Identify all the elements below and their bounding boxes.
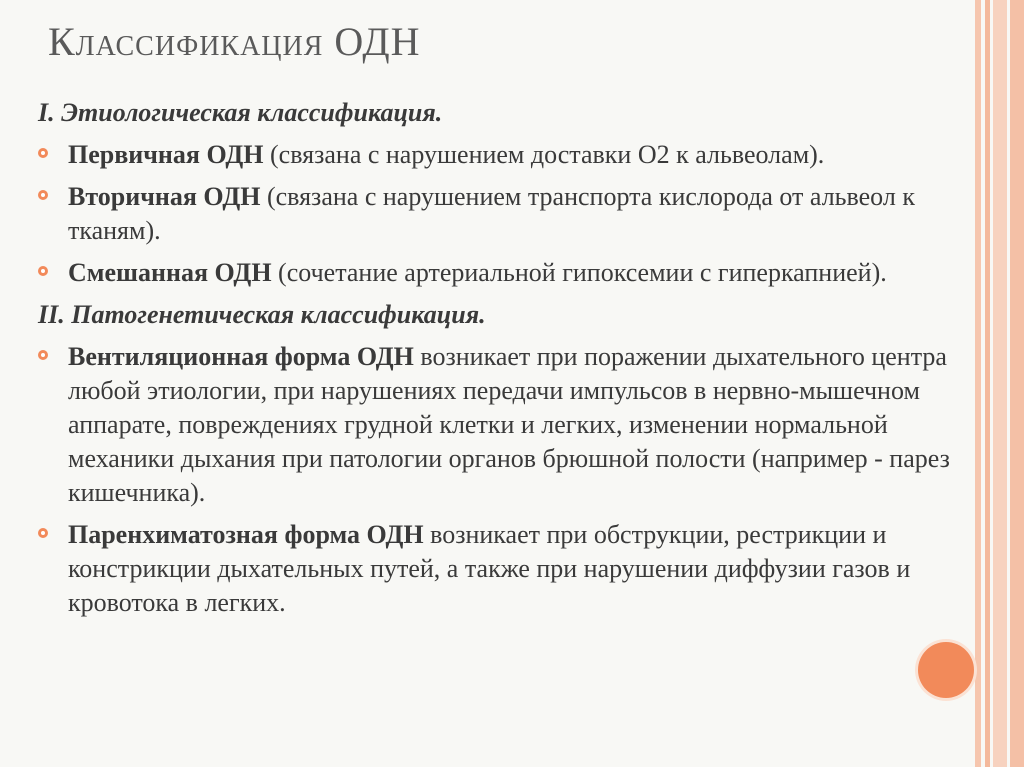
item-text: (связана с нарушением транспорта кислорода от альвеол к тканям). [68,182,915,245]
item-text: (сочетание артериальной гипоксемии с гиперкапнией). [271,258,887,287]
item-text: возникает при поражении дыхательного центра любой этиологии, при нарушениях передачи импульсов в нервно-мышечном аппарате, повреждениях грудной клетки и легких, изменении нормальной механики дыхания при патологии органов брюшной полости (например - парез кишечника). [68,342,950,507]
slide-title: Классификация ОДН [48,19,421,64]
list-item [38,138,968,172]
ring-bullet-icon [38,350,48,360]
section-heading: II. Патогенетическая классификация. [38,300,486,329]
ring-bullet-icon [38,190,48,200]
orange-circle-icon [918,642,974,698]
decor-stripe [993,0,1007,767]
list-item [38,256,968,290]
decor-stripe [985,0,990,767]
decor-stripe [1010,0,1024,767]
decor-stripe [975,0,981,767]
list-item [38,340,968,510]
item-term: Вентиляционная форма ОДН [68,342,414,371]
ring-bullet-icon [38,528,48,538]
ring-bullet-icon [38,266,48,276]
ring-bullet-icon [38,148,48,158]
slide-content [38,92,968,628]
item-term: Вторичная ОДН [68,182,261,211]
item-text: (связана с нарушением доставки O2 к альвеолам). [263,140,825,169]
item-text: возникает при обструкции, рестрикции и констрикции дыхательных путей, а также при нарушении диффузии газов и кровотока в легких. [68,520,911,617]
list-item [38,518,968,620]
list-item [38,180,968,248]
section-heading: I. Этиологическая классификация. [38,98,443,127]
item-term: Паренхиматозная форма ОДН [68,520,424,549]
item-term: Смешанная ОДН [68,258,272,287]
item-term: Первичная ОДН [68,140,264,169]
